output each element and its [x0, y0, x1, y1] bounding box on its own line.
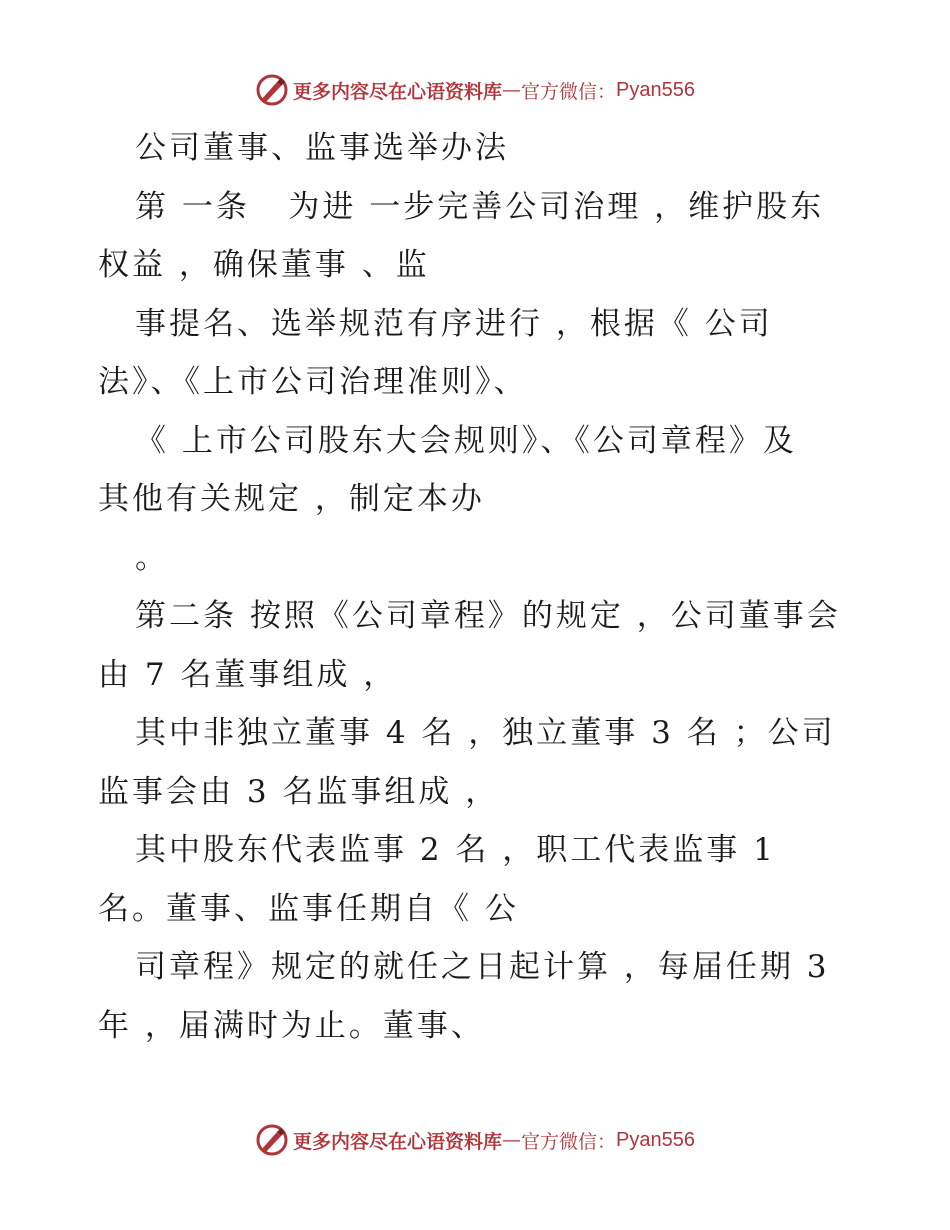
paragraph-line: 由 7 名董事组成 ，	[98, 656, 398, 693]
pen-logo-icon	[255, 1123, 289, 1157]
banner-text: 更多内容尽在心语资料库	[293, 1130, 503, 1153]
paragraph-line: 其中非独立董事 4 名 ，独立董事 3 名 ；公司	[135, 715, 836, 751]
paragraph-line: 第 一条 为进 一步完善公司治理 ，维护股东	[135, 188, 825, 225]
paragraph-line: 权益 ，确保董事 、监	[98, 247, 430, 283]
banner-dash: —	[502, 79, 522, 101]
paragraph-line: 。	[135, 539, 169, 576]
paragraph-line: 事提名、选举规范有序进行 ，根据《 公司	[135, 305, 773, 342]
paragraph-line: 监事会由 3 名监事组成 ，	[98, 773, 500, 810]
paragraph-line: 《 上市公司股东大会规则》、《公司章程》及	[135, 422, 797, 459]
paragraph-line: 其中股东代表监事 2 名 ，职工代表监事 1	[135, 832, 776, 868]
banner-wechat-label: 官方微信：	[521, 80, 617, 103]
header-banner	[0, 70, 950, 110]
pen-logo-icon	[255, 73, 289, 107]
banner-text: 更多内容尽在心语资料库	[293, 80, 503, 103]
banner-wechat-label: 官方微信：	[521, 1130, 617, 1153]
footer-banner	[0, 1120, 950, 1160]
paragraph-line: 司章程》规定的就任之日起计算 ，每届任期 3	[135, 949, 830, 985]
banner-wechat-id: Pyan556	[616, 78, 695, 101]
paragraph-line: 第二条 按照《公司章程》的规定 ，公司董事会	[135, 598, 841, 634]
banner-dash: —	[502, 1129, 522, 1151]
paragraph-line: 法》、《上市公司治理准则》、	[98, 364, 528, 400]
paragraph-line: 年 ，届满时为止。董事、	[98, 1007, 485, 1044]
document-title: 公司董事、监事选举办法	[135, 130, 509, 166]
paragraph-line: 其他有关规定 ，制定本办	[98, 481, 485, 517]
document-body	[98, 119, 858, 1055]
paragraph-line: 名。董事、监事任期自《 公	[98, 890, 519, 927]
banner-wechat-id: Pyan556	[616, 1128, 695, 1151]
